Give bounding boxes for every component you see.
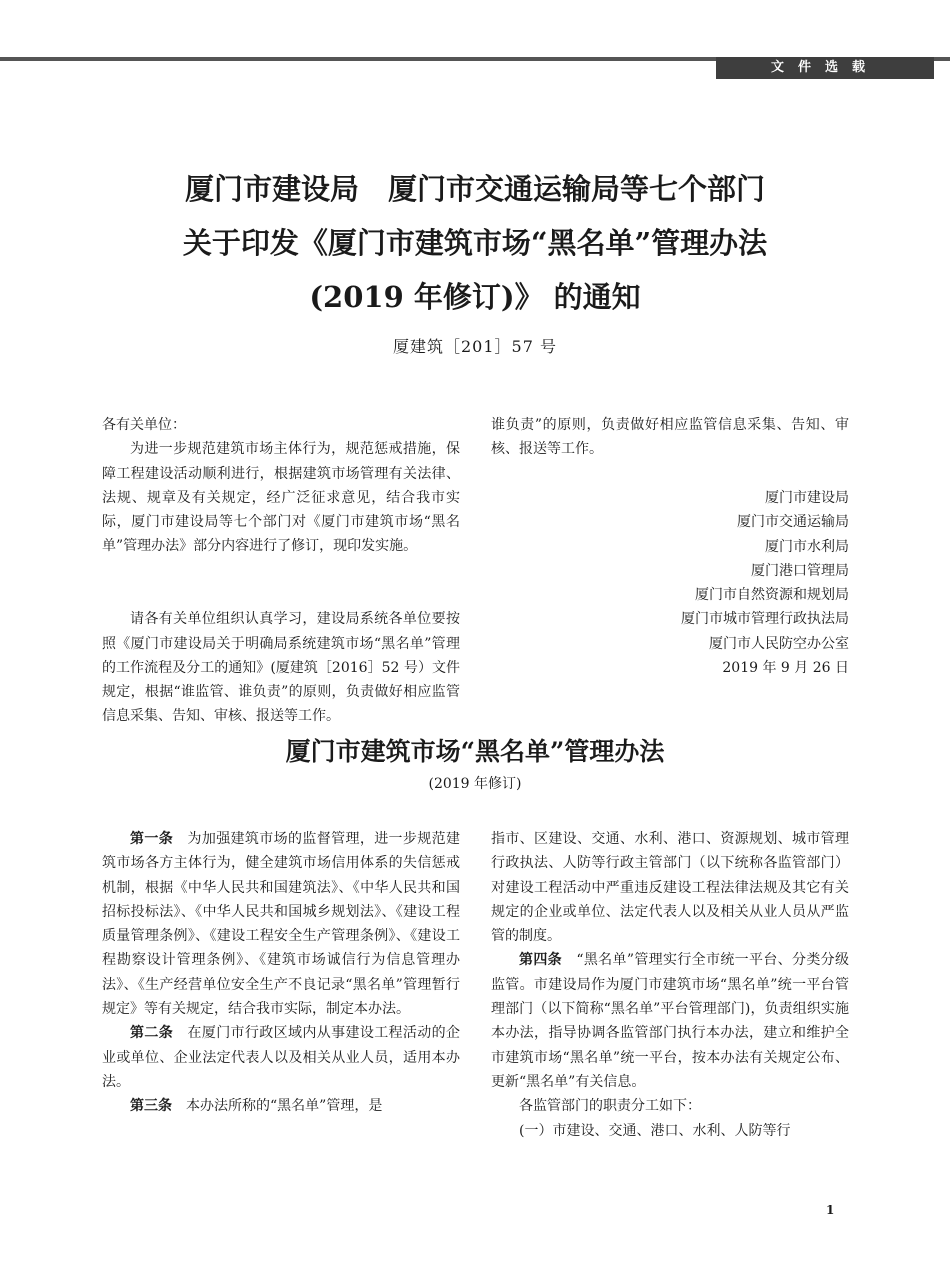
signer: 厦门市建设局 — [765, 490, 849, 506]
article-4-label: 第四条 — [519, 952, 563, 969]
measures-body-right — [491, 827, 849, 1143]
notice-body-left — [102, 413, 460, 725]
signer: 厦门市人民防空办公室 — [709, 635, 849, 652]
signer: 厦门市交通运输局 — [737, 514, 849, 531]
article-2-label: 第二条 — [130, 1025, 174, 1042]
article-1: 第一条 为加强建筑市场的监督管理，进一步规范建筑市场各方主体行为，健全建筑市场信用体系的失信惩戒机制，根据《中华人民共和国建筑法》、《中华人民共和国招标投标法》、《中华人民共和国城乡规划法》、《建设工程质量管理条例》、《建设工程安全生产管理条例》、《建设工程勘察设计管理条例》、《建筑市场诚信行为信息管理办法》、《生产经营单位安全生产不良记录“黑名单”管理暂行规定》等有关规定，结合我市实际，制定本办法。 — [102, 831, 461, 1018]
article-4: 第四条 “黑名单”管理实行全市统一平台、分类分级监管。市建设局作为厦门市建筑市场“黑名单”统一平台管理部门（以下简称“黑名单”平台管理部门)，负责组织实施本办法，指导协调各监管部门执行本办法，建立和维护全市建筑市场“黑名单”统一平台，按本办法有关规定公布、更新“黑名单”有关信息。 — [491, 952, 850, 1090]
article-3-label: 第三条 — [130, 1098, 172, 1115]
document-number: 厦建筑［201］57 号 — [393, 337, 557, 356]
page-number: 1 — [826, 1203, 835, 1217]
signer-block — [491, 486, 849, 680]
notice-paragraph-2-continuation: 谁负责”的原则，负责做好相应监管信息采集、告知、审核、报送等工作。 — [491, 417, 849, 458]
notice-paragraph-1: 为进一步规范建筑市场主体行为，规范惩戒措施，保障工程建设活动顺利进行，根据建筑市场管理有关法律、法规、规章及有关规定，经广泛征求意见，结合我市实际，厦门市建设局等七个部门对《厦门市建筑市场“黑名单”管理办法》部分内容进行了修订，现印发实施。 — [102, 441, 460, 555]
article-3-continuation: 指市、区建设、交通、水利、港口、资源规划、城市管理行政执法、人防等行政主管部门（以下统称各监管部门）对建设工程活动中严重违反建设工程法律法规及其它有关规定的企业或单位、法定代表人以及相关从业人员从严监管的制度。 — [491, 831, 849, 945]
addressee: 各有关单位： — [102, 417, 186, 433]
measures-title: 厦门市建筑市场“黑名单”管理办法 — [285, 737, 665, 766]
notice-paragraph-2-end — [491, 146, 849, 195]
signer: 厦门市城市管理行政执法局 — [681, 611, 849, 628]
section-label: 文件选载 — [716, 57, 934, 79]
measures-subtitle: (2019 年修订) — [428, 776, 522, 792]
signer: 厦门港口管理局 — [751, 562, 849, 579]
notice-title-line-2: 关于印发《厦门市建筑市场“黑名单”管理办法 — [182, 226, 768, 260]
notice-title-line-1: 厦门市建设局 厦门市交通运输局等七个部门 — [184, 172, 765, 206]
signer: 厦门市水利局 — [765, 538, 849, 555]
issue-date: 2019 年 9 月 26 日 — [722, 660, 849, 677]
measures-body-left — [102, 827, 460, 1118]
notice-paragraph-2-start: 请各有关单位组织认真学习，建设局系统各单位要按照《厦门市建设局关于明确局系统建筑市场“黑名单”管理的工作流程及分工的通知》(厦建筑［2016］52 号）文件规定，根据“谁监管、谁负责”的原则，负责做好相应监管信息采集、告知、审核、报送等工作。 — [102, 611, 460, 725]
notice-title-line-3: (2019 年修订)》 的通知 — [309, 280, 641, 314]
duties-intro: 各监管部门的职责分工如下： — [519, 1098, 701, 1115]
article-1-label: 第一条 — [130, 831, 174, 847]
signer: 厦门市自然资源和规划局 — [695, 587, 849, 604]
article-3-start: 第三条 本办法所称的“黑名单”管理，是 — [130, 1098, 383, 1115]
article-2: 第二条 在厦门市行政区域内从事建设工程活动的企业或单位、企业法定代表人以及相关从业人员，适用本办法。 — [102, 1025, 461, 1090]
duty-1: (一）市建设、交通、港口、水利、人防等行 — [519, 1122, 791, 1139]
